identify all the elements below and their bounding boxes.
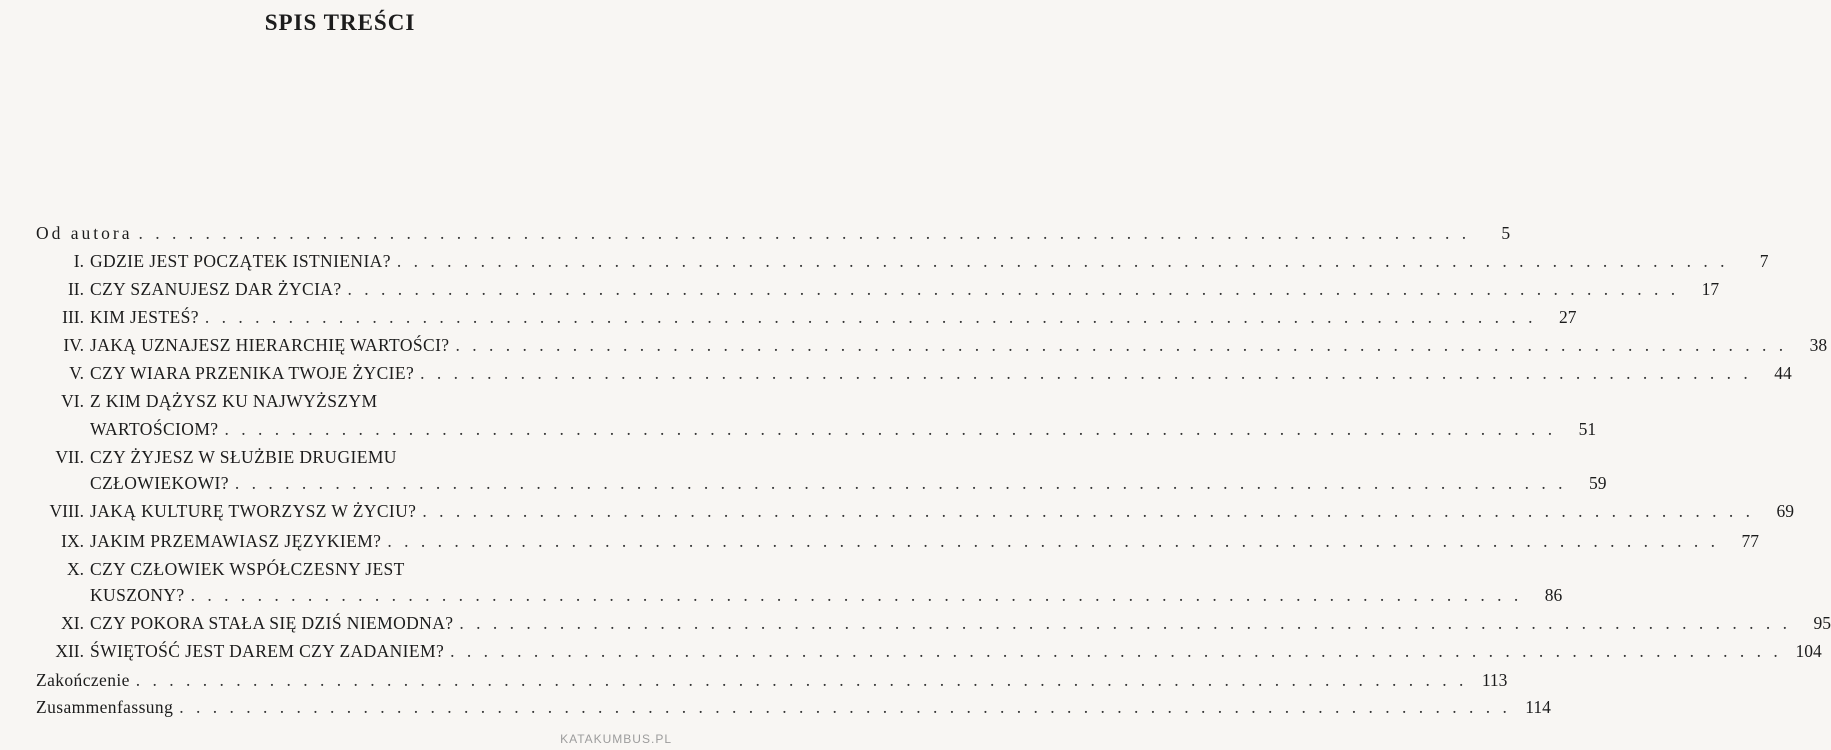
toc-entry-continuation	[90, 473, 1607, 497]
toc-entry-title: JAKIM PRZEMAWIASZ JĘZYKIEM?	[90, 531, 382, 551]
toc-entry-continuation	[90, 419, 1597, 443]
chapter-number: X.	[66, 559, 84, 579]
toc-entry-title-cont: KUSZONY?	[90, 585, 185, 605]
chapter-number: V.	[69, 363, 84, 383]
dot-leader: . . . . . . . . . . . . . . . . . . . . . . . . . . . . . . . . . . . . . . . . . . . . . . . . . . . . . . . . . . . . . . . . . . . . . . . . . . . . . . . .	[347, 279, 1680, 299]
toc-page-number: 51	[1578, 419, 1597, 439]
toc-entry-title: Od autora	[36, 223, 133, 243]
chapter-number: XII.	[55, 641, 84, 661]
chapter-number: VIII.	[49, 501, 84, 521]
dot-leader: . . . . . . . . . . . . . . . . . . . . . . . . . . . . . . . . . . . . . . . . . . . . . . . . . . . . . . . . . . . . . . . . . . . . . . . . . . . . . . . .	[459, 613, 1792, 633]
toc-page-number: 69	[1776, 501, 1794, 521]
dot-leader: . . . . . . . . . . . . . . . . . . . . . . . . . . . . . . . . . . . . . . . . . . . . . . . . . . . . . . . . . . . . . . . . . . . . . . . . . . . . . . . .	[135, 670, 1468, 690]
dot-leader: . . . . . . . . . . . . . . . . . . . . . . . . . . . . . . . . . . . . . . . . . . . . . . . . . . . . . . . . . . . . . . . . . . . . . . . . . . . . . . . .	[455, 335, 1788, 355]
toc-entry-title: Z KIM DĄŻYSZ KU NAJWYŻSZYM	[90, 391, 378, 411]
toc-page-number: 44	[1774, 363, 1792, 383]
dot-leader: . . . . . . . . . . . . . . . . . . . . . . . . . . . . . . . . . . . . . . . . . . . . . . . . . . . . . . . . . . . . . . . . . . . . . . . . . . . . . . . .	[422, 501, 1754, 521]
chapter-number: II.	[67, 279, 84, 299]
watermark: KATAKUMBUS.PL	[560, 732, 672, 746]
toc-entry-title: Zakończenie	[36, 670, 130, 690]
toc-entry-title: GDZIE JEST POCZĄTEK ISTNIENIA?	[90, 251, 391, 271]
toc-page-number: 27	[1559, 307, 1577, 327]
toc-entry-line	[90, 335, 1828, 359]
toc-page-number: 17	[1701, 279, 1720, 299]
toc-entry-line	[90, 251, 1769, 275]
toc-page-number: 7	[1759, 251, 1769, 271]
toc-page-number: 95	[1813, 613, 1831, 633]
toc-entry-title: KIM JESTEŚ?	[90, 307, 199, 327]
toc-entry-line	[90, 307, 1577, 331]
toc-entry-line	[90, 391, 650, 415]
toc-entry-line	[36, 697, 1551, 721]
dot-leader: . . . . . . . . . . . . . . . . . . . . . . . . . . . . . . . . . . . . . . . . . . . . . . . . . . . . . . . . . . . . . . . . . . . . . . . . . . . . . . . .	[204, 307, 1537, 327]
chapter-number: VI.	[61, 391, 84, 411]
dot-leader: . . . . . . . . . . . . . . . . . . . . . . . . . . . . . . . . . . . . . . . . . . . . . . . . . . . . . . . . . . . . . . . . . . . . . . . . . . . . . . . .	[387, 531, 1719, 551]
toc-entry-line	[90, 559, 650, 583]
toc-entry-title: CZY SZANUJESZ DAR ŻYCIA?	[90, 279, 342, 299]
toc-entry-title-cont: WARTOŚCIOM?	[90, 419, 219, 439]
dot-leader: . . . . . . . . . . . . . . . . . . . . . . . . . . . . . . . . . . . . . . . . . . . . . . . . . . . . . . . . . . . . . . . . . . . . . . . . . . . . . . . .	[224, 419, 1557, 439]
dot-leader: . . . . . . . . . . . . . . . . . . . . . . . . . . . . . . . . . . . . . . . . . . . . . . . . . . . . . . . . . . . . . . . . . . . . . . . . . . . . . . . .	[234, 473, 1567, 493]
chapter-number: XI.	[61, 613, 84, 633]
toc-page-number: 38	[1809, 335, 1828, 355]
chapter-number: IX.	[61, 531, 84, 551]
toc-entry-title-cont: CZŁOWIEKOWI?	[90, 473, 229, 493]
toc-entry-line	[90, 531, 1759, 555]
chapter-number: VII.	[55, 447, 84, 467]
toc-entry-continuation	[90, 585, 1563, 609]
toc-entry-title: CZY POKORA STAŁA SIĘ DZIŚ NIEMODNA?	[90, 613, 454, 633]
toc-page-number: 5	[1501, 223, 1511, 243]
toc-page-number: 86	[1544, 585, 1563, 605]
toc-entry-title: CZY ŻYJESZ W SŁUŻBIE DRUGIEMU	[90, 447, 397, 467]
chapter-number: I.	[73, 251, 84, 271]
toc-entry-title: JAKĄ UZNAJESZ HIERARCHIĘ WARTOŚCI?	[90, 335, 450, 355]
toc-entry-line	[90, 447, 650, 471]
toc-entry-line	[90, 641, 1822, 665]
dot-leader: . . . . . . . . . . . . . . . . . . . . . . . . . . . . . . . . . . . . . . . . . . . . . . . . . . . . . . . . . . . . . . . . . . . . . . . . . . . . . . . .	[190, 585, 1523, 605]
toc-entry-title: ŚWIĘTOŚĆ JEST DAREM CZY ZADANIEM?	[90, 641, 445, 661]
page-title: SPIS TREŚCI	[264, 10, 416, 35]
toc-entry-line	[36, 670, 1508, 694]
dot-leader: . . . . . . . . . . . . . . . . . . . . . . . . . . . . . . . . . . . . . . . . . . . . . . . . . . . . . . . . . . . . . . . . . . . . . . . . . . . . . . . .	[396, 251, 1729, 271]
toc-entry-line	[36, 223, 1511, 247]
toc-page-number: 59	[1589, 473, 1607, 493]
dot-leader: . . . . . . . . . . . . . . . . . . . . . . . . . . . . . . . . . . . . . . . . . . . . . . . . . . . . . . . . . . . . . . . . . . . . . . . . . . . . . . . .	[450, 641, 1782, 661]
toc-entry-title: CZY CZŁOWIEK WSPÓŁCZESNY JEST	[90, 559, 405, 579]
chapter-number: IV.	[63, 335, 84, 355]
toc-entry-title: CZY WIARA PRZENIKA TWOJE ŻYCIE?	[90, 363, 415, 383]
toc-page-number: 114	[1525, 697, 1551, 717]
toc-entry-line	[90, 363, 1792, 387]
toc-entry-line	[90, 613, 1831, 637]
dot-leader: . . . . . . . . . . . . . . . . . . . . . . . . . . . . . . . . . . . . . . . . . . . . . . . . . . . . . . . . . . . . . . . . . . . . . . . . . . . . . . . .	[420, 363, 1752, 383]
dot-leader: . . . . . . . . . . . . . . . . . . . . . . . . . . . . . . . . . . . . . . . . . . . . . . . . . . . . . . . . . . . . . . . . . . . . . . . . . . . . . . . .	[138, 223, 1471, 243]
toc-entry-title: JAKĄ KULTURĘ TWORZYSZ W ŻYCIU?	[90, 501, 417, 521]
toc-page-number: 113	[1481, 670, 1508, 690]
toc-entry-title: Zusammenfassung	[36, 697, 174, 717]
toc-entry-line	[90, 501, 1794, 525]
chapter-number: III.	[62, 307, 84, 327]
toc-page-number: 77	[1741, 531, 1759, 551]
toc-entry-line	[90, 279, 1720, 303]
dot-leader: . . . . . . . . . . . . . . . . . . . . . . . . . . . . . . . . . . . . . . . . . . . . . . . . . . . . . . . . . . . . . . . . . . . . . . . . . . . . . . . .	[179, 697, 1511, 717]
toc-page-number: 104	[1795, 641, 1822, 661]
